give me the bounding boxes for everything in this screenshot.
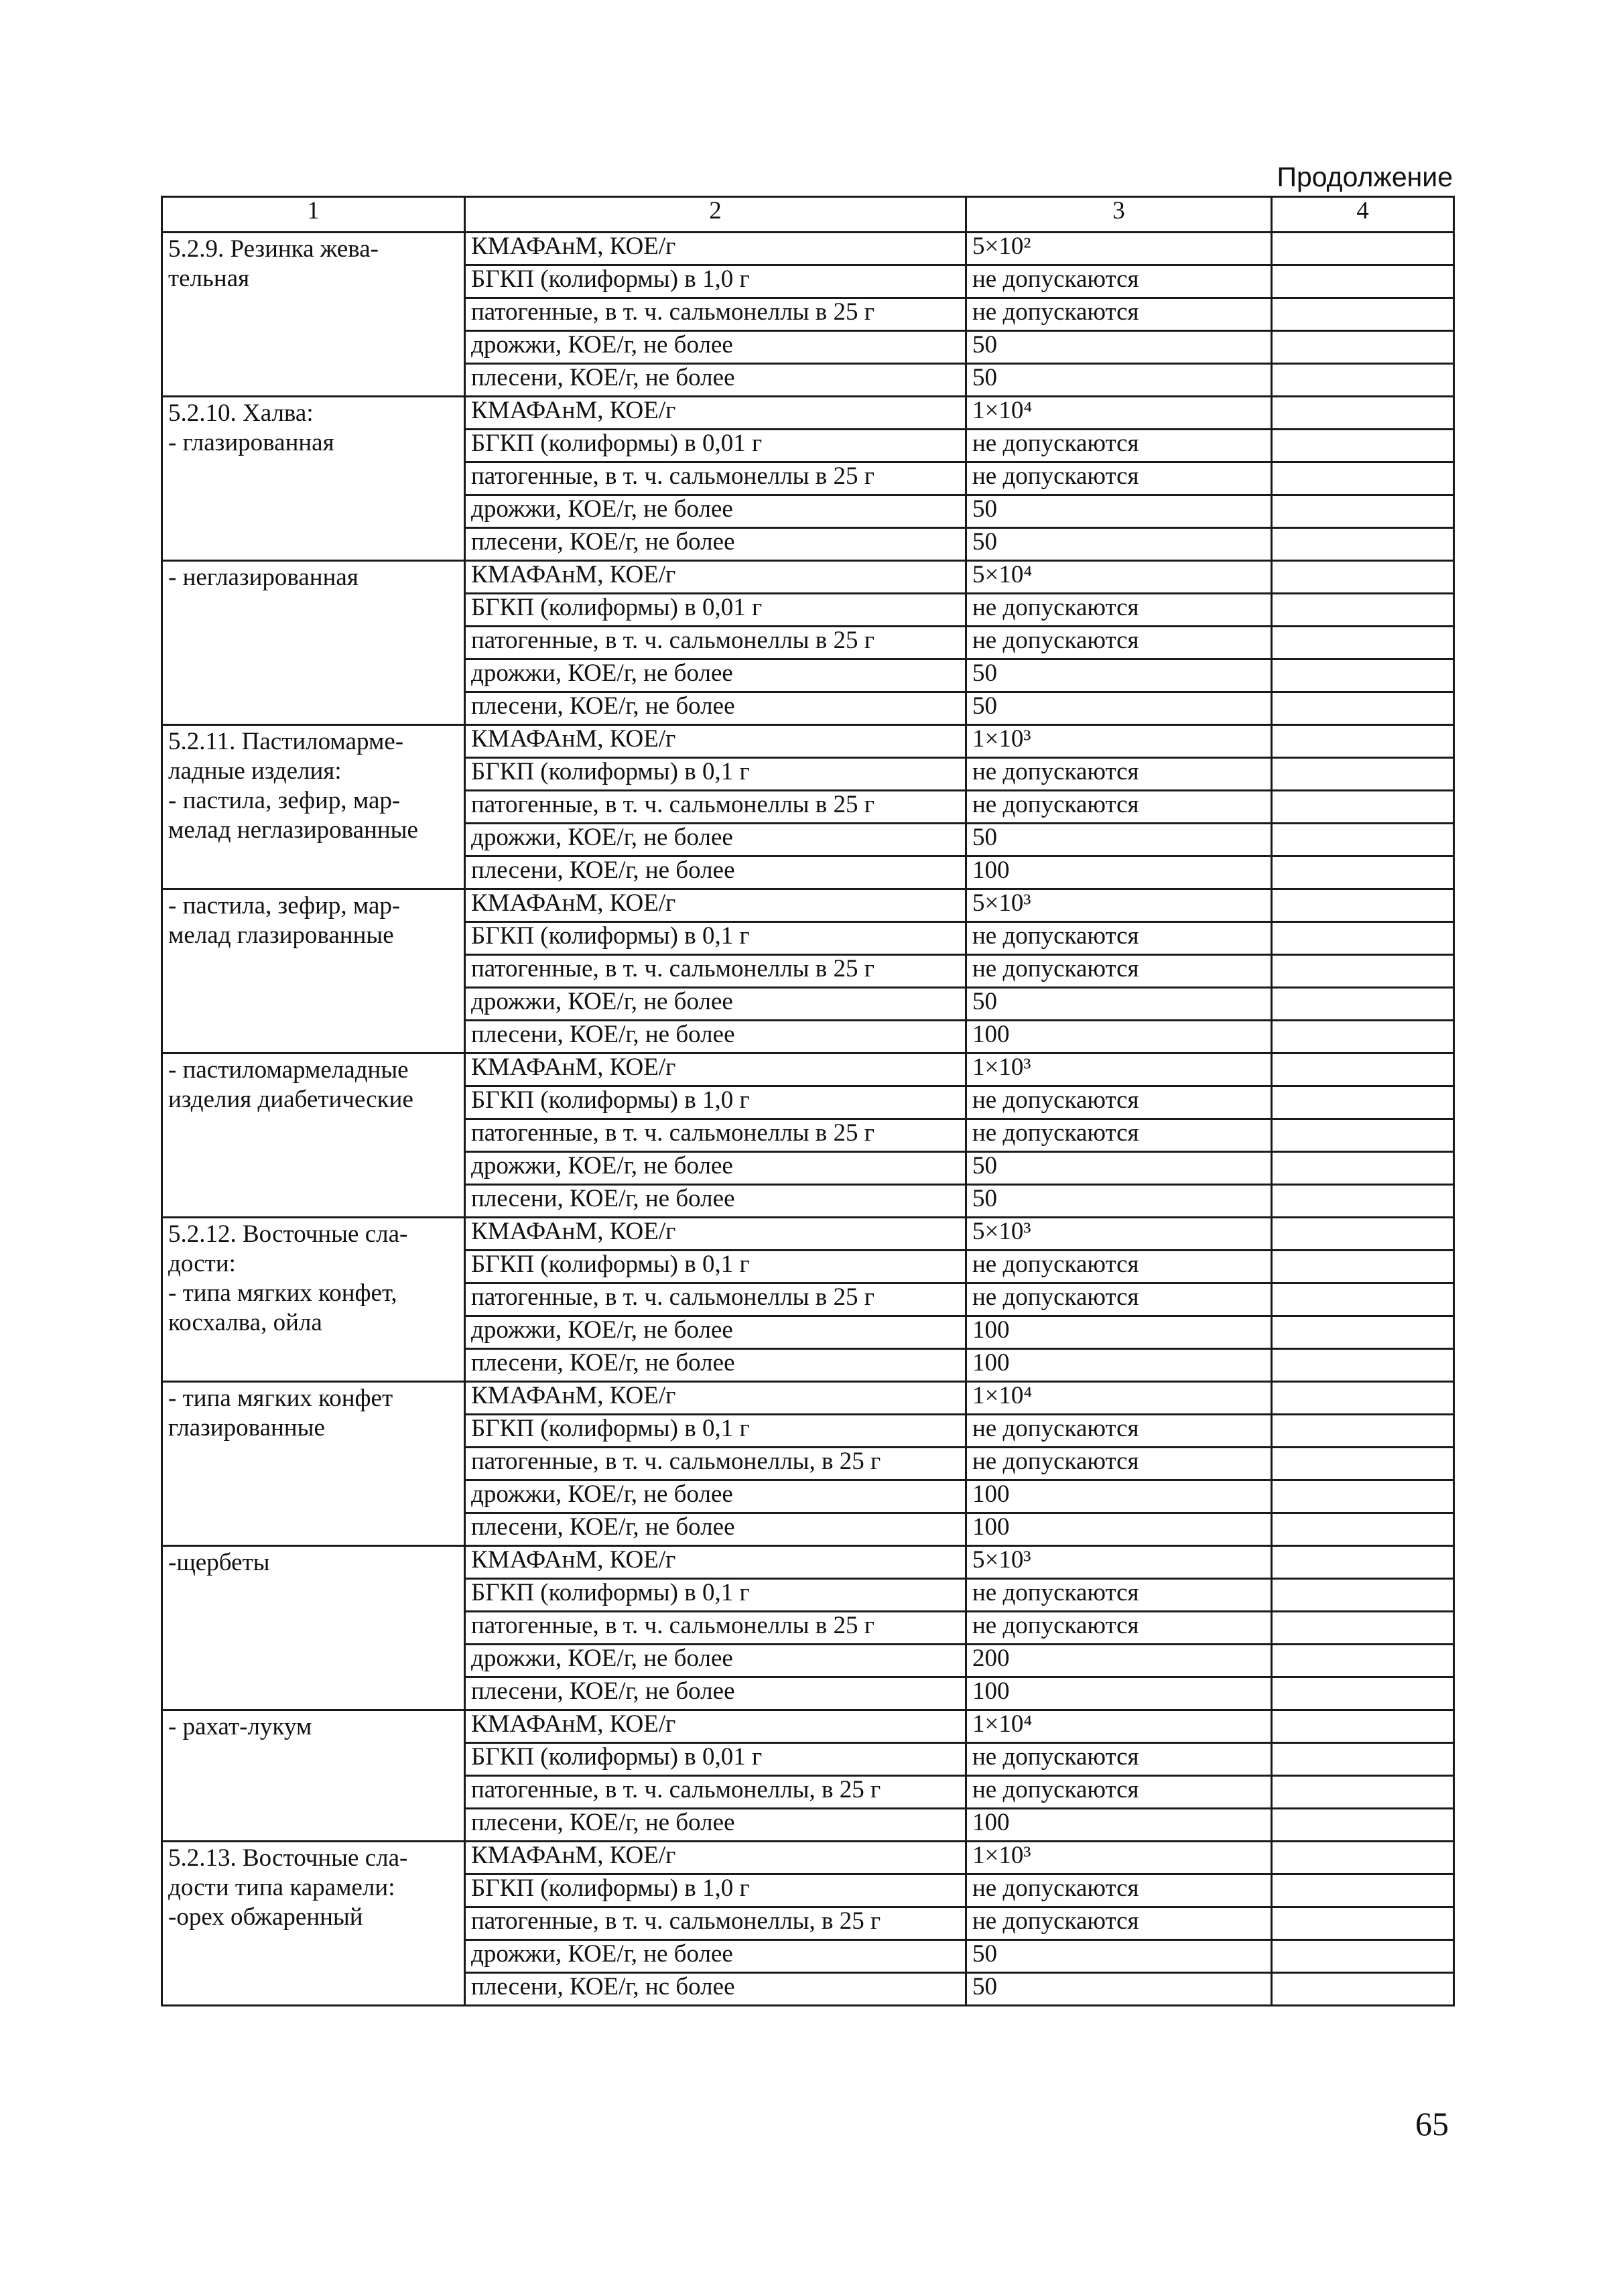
indicator-cell: плесени, КОЕ/г, не более (465, 1185, 966, 1218)
norm-value-cell: 50 (966, 1973, 1272, 2006)
note-cell (1272, 856, 1454, 889)
note-cell (1272, 1546, 1454, 1579)
table-row (162, 1546, 1454, 1579)
norm-value-cell: 50 (966, 1940, 1272, 1973)
indicator-cell: КМАФАнМ, КОЕ/г (465, 561, 966, 594)
indicator-cell: КМАФАнМ, КОЕ/г (465, 725, 966, 758)
indicator-cell: дрожжи, КОЕ/г, не более (465, 1645, 966, 1677)
note-cell (1272, 1251, 1454, 1283)
note-cell (1272, 265, 1454, 298)
column-number-1: 1 (162, 197, 465, 233)
norm-value-cell: 50 (966, 1185, 1272, 1218)
note-cell (1272, 1710, 1454, 1743)
norm-value-cell: 5×10³ (966, 1218, 1272, 1251)
indicator-cell: патогенные, в т. ч. сальмонеллы в 25 г (465, 791, 966, 824)
indicator-cell: патогенные, в т. ч. сальмонеллы в 25 г (465, 1283, 966, 1316)
norm-value-cell: не допускаются (966, 1448, 1272, 1480)
note-cell (1272, 922, 1454, 955)
norm-value-cell: 200 (966, 1645, 1272, 1677)
norm-value-cell: не допускаются (966, 462, 1272, 495)
norm-value-cell: не допускаются (966, 1907, 1272, 1940)
indicator-cell: БГКП (колиформы) в 0,1 г (465, 922, 966, 955)
indicator-cell: дрожжи, КОЕ/г, не более (465, 659, 966, 692)
norm-value-cell: не допускаются (966, 758, 1272, 791)
indicator-cell: плесени, КОЕ/г, не более (465, 1677, 966, 1710)
note-cell (1272, 725, 1454, 758)
note-cell (1272, 1809, 1454, 1842)
indicator-cell: патогенные, в т. ч. сальмонеллы в 25 г (465, 955, 966, 988)
table-row (162, 1218, 1454, 1251)
table-row (162, 1842, 1454, 1874)
note-cell (1272, 824, 1454, 856)
note-cell (1272, 1382, 1454, 1415)
norm-value-cell: 50 (966, 331, 1272, 364)
note-cell (1272, 1480, 1454, 1513)
note-cell (1272, 1579, 1454, 1612)
indicator-cell: дрожжи, КОЕ/г, не более (465, 1940, 966, 1973)
note-cell (1272, 1415, 1454, 1448)
norm-value-cell: 5×10⁴ (966, 561, 1272, 594)
norm-value-cell: 100 (966, 1513, 1272, 1546)
norm-value-cell: 1×10³ (966, 725, 1272, 758)
table-row (162, 397, 1454, 430)
note-cell (1272, 1645, 1454, 1677)
indicator-cell: патогенные, в т. ч. сальмонеллы в 25 г (465, 627, 966, 659)
note-cell (1272, 397, 1454, 430)
indicator-cell: патогенные, в т. ч. сальмонеллы в 25 г (465, 1612, 966, 1645)
norm-value-cell: не допускаются (966, 1612, 1272, 1645)
note-cell (1272, 495, 1454, 528)
indicator-cell: дрожжи, КОЕ/г, не более (465, 1316, 966, 1349)
indicator-cell: дрожжи, КОЕ/г, не более (465, 1480, 966, 1513)
table-row (162, 1382, 1454, 1415)
norm-value-cell: 5×10³ (966, 889, 1272, 922)
page-number: 65 (1415, 2105, 1449, 2143)
indicator-cell: плесени, КОЕ/г, не более (465, 528, 966, 561)
norms-table-body (162, 197, 1454, 2006)
indicator-cell: дрожжи, КОЕ/г, не более (465, 824, 966, 856)
product-cell: - пастиломармеладные изделия диабетические (162, 1054, 465, 1218)
note-cell (1272, 1448, 1454, 1480)
norm-value-cell: не допускаются (966, 1251, 1272, 1283)
note-cell (1272, 1677, 1454, 1710)
norm-value-cell: не допускаются (966, 298, 1272, 331)
norm-value-cell: 1×10⁴ (966, 397, 1272, 430)
indicator-cell: КМАФАнМ, КОЕ/г (465, 1842, 966, 1874)
norm-value-cell: не допускаются (966, 1743, 1272, 1776)
norm-value-cell: не допускаются (966, 1086, 1272, 1119)
norm-value-cell: 5×10² (966, 233, 1272, 265)
note-cell (1272, 791, 1454, 824)
table-row (162, 1054, 1454, 1086)
norm-value-cell: не допускаются (966, 594, 1272, 627)
norm-value-cell: 50 (966, 824, 1272, 856)
norm-value-cell: не допускаются (966, 1776, 1272, 1809)
indicator-cell: плесени, КОЕ/г, не более (465, 692, 966, 725)
note-cell (1272, 988, 1454, 1021)
indicator-cell: патогенные, в т. ч. сальмонеллы в 25 г (465, 298, 966, 331)
norm-value-cell: 100 (966, 1809, 1272, 1842)
indicator-cell: дрожжи, КОЕ/г, не более (465, 495, 966, 528)
indicator-cell: плесени, КОЕ/г, не более (465, 1513, 966, 1546)
indicator-cell: БГКП (колиформы) в 0,1 г (465, 758, 966, 791)
product-cell: -щербеты (162, 1546, 465, 1710)
indicator-cell: КМАФАнМ, КОЕ/г (465, 1382, 966, 1415)
product-cell: - типа мягких конфет глазированные (162, 1382, 465, 1546)
indicator-cell: БГКП (колиформы) в 1,0 г (465, 1086, 966, 1119)
indicator-cell: патогенные, в т. ч. сальмонеллы, в 25 г (465, 1448, 966, 1480)
norm-value-cell: 50 (966, 1152, 1272, 1185)
note-cell (1272, 1513, 1454, 1546)
note-cell (1272, 1152, 1454, 1185)
norm-value-cell: не допускаются (966, 627, 1272, 659)
norm-value-cell: 50 (966, 364, 1272, 397)
norm-value-cell: 100 (966, 856, 1272, 889)
note-cell (1272, 430, 1454, 462)
indicator-cell: КМАФАнМ, КОЕ/г (465, 397, 966, 430)
indicator-cell: БГКП (колиформы) в 0,01 г (465, 1743, 966, 1776)
note-cell (1272, 1907, 1454, 1940)
indicator-cell: плесени, КОЕ/г, не более (465, 364, 966, 397)
note-cell (1272, 462, 1454, 495)
product-cell: - пастила, зефир, мар- мелад глазированные (162, 889, 465, 1054)
norm-value-cell: не допускаются (966, 791, 1272, 824)
note-cell (1272, 1973, 1454, 2006)
note-cell (1272, 1218, 1454, 1251)
norm-value-cell: 50 (966, 692, 1272, 725)
note-cell (1272, 594, 1454, 627)
product-cell: 5.2.13. Восточные сла- дости типа карамели: -орех обжаренный (162, 1842, 465, 2006)
note-cell (1272, 1349, 1454, 1382)
note-cell (1272, 331, 1454, 364)
note-cell (1272, 364, 1454, 397)
table-row (162, 889, 1454, 922)
product-cell: - рахат-лукум (162, 1710, 465, 1842)
indicator-cell: КМАФАнМ, КОЕ/г (465, 233, 966, 265)
indicator-cell: КМАФАнМ, КОЕ/г (465, 889, 966, 922)
product-cell: 5.2.11. Пастиломарме- ладные изделия: - пастила, зефир, мар- мелад неглазированные (162, 725, 465, 889)
norm-value-cell: не допускаются (966, 955, 1272, 988)
indicator-cell: плесени, КОЕ/г, не более (465, 1809, 966, 1842)
indicator-cell: БГКП (колиформы) в 0,1 г (465, 1415, 966, 1448)
norm-value-cell: 50 (966, 495, 1272, 528)
note-cell (1272, 1086, 1454, 1119)
indicator-cell: плесени, КОЕ/г, не более (465, 1349, 966, 1382)
indicator-cell: КМАФАнМ, КОЕ/г (465, 1054, 966, 1086)
table-row (162, 561, 1454, 594)
norm-value-cell: 1×10³ (966, 1054, 1272, 1086)
norm-value-cell: 100 (966, 1480, 1272, 1513)
norm-value-cell: 1×10⁴ (966, 1382, 1272, 1415)
note-cell (1272, 758, 1454, 791)
note-cell (1272, 528, 1454, 561)
column-number-3: 3 (966, 197, 1272, 233)
norms-table (161, 196, 1455, 2006)
product-cell: - неглазированная (162, 561, 465, 725)
note-cell (1272, 1842, 1454, 1874)
norm-value-cell: 50 (966, 988, 1272, 1021)
note-cell (1272, 889, 1454, 922)
note-cell (1272, 233, 1454, 265)
note-cell (1272, 1940, 1454, 1973)
note-cell (1272, 1743, 1454, 1776)
indicator-cell: БГКП (колиформы) в 0,01 г (465, 430, 966, 462)
product-cell: 5.2.10. Халва: - глазированная (162, 397, 465, 561)
indicator-cell: БГКП (колиформы) в 0,01 г (465, 594, 966, 627)
norm-value-cell: 100 (966, 1316, 1272, 1349)
norm-value-cell: 100 (966, 1021, 1272, 1054)
continuation-caption: Продолжение (1277, 162, 1453, 192)
norm-value-cell: не допускаются (966, 922, 1272, 955)
note-cell (1272, 1316, 1454, 1349)
norm-value-cell: не допускаются (966, 265, 1272, 298)
note-cell (1272, 692, 1454, 725)
note-cell (1272, 659, 1454, 692)
note-cell (1272, 561, 1454, 594)
note-cell (1272, 298, 1454, 331)
indicator-cell: БГКП (колиформы) в 0,1 г (465, 1579, 966, 1612)
norm-value-cell: 50 (966, 659, 1272, 692)
note-cell (1272, 1054, 1454, 1086)
table-header-row (162, 197, 1454, 233)
norm-value-cell: не допускаются (966, 1415, 1272, 1448)
note-cell (1272, 627, 1454, 659)
norm-value-cell: не допускаются (966, 1283, 1272, 1316)
indicator-cell: КМАФАнМ, КОЕ/г (465, 1710, 966, 1743)
indicator-cell: дрожжи, КОЕ/г, не более (465, 988, 966, 1021)
product-cell: 5.2.9. Резинка жева- тельная (162, 233, 465, 397)
norm-value-cell: не допускаются (966, 430, 1272, 462)
note-cell (1272, 1185, 1454, 1218)
note-cell (1272, 1776, 1454, 1809)
column-number-4: 4 (1272, 197, 1454, 233)
indicator-cell: плесени, КОЕ/г, нс более (465, 1973, 966, 2006)
indicator-cell: плесени, КОЕ/г, не более (465, 1021, 966, 1054)
norm-value-cell: 1×10³ (966, 1842, 1272, 1874)
indicator-cell: БГКП (колиформы) в 1,0 г (465, 265, 966, 298)
indicator-cell: патогенные, в т. ч. сальмонеллы в 25 г (465, 462, 966, 495)
column-number-2: 2 (465, 197, 966, 233)
table-row (162, 1710, 1454, 1743)
norm-value-cell: не допускаются (966, 1579, 1272, 1612)
norm-value-cell: 50 (966, 528, 1272, 561)
table-row (162, 725, 1454, 758)
norm-value-cell: не допускаются (966, 1119, 1272, 1152)
note-cell (1272, 1612, 1454, 1645)
indicator-cell: дрожжи, КОЕ/г, не более (465, 1152, 966, 1185)
norm-value-cell: 100 (966, 1677, 1272, 1710)
note-cell (1272, 1874, 1454, 1907)
norm-value-cell: не допускаются (966, 1874, 1272, 1907)
note-cell (1272, 1021, 1454, 1054)
note-cell (1272, 1119, 1454, 1152)
indicator-cell: БГКП (колиформы) в 0,1 г (465, 1251, 966, 1283)
indicator-cell: плесени, КОЕ/г, не более (465, 856, 966, 889)
indicator-cell: патогенные, в т. ч. сальмонеллы, в 25 г (465, 1907, 966, 1940)
indicator-cell: дрожжи, КОЕ/г, не более (465, 331, 966, 364)
product-cell: 5.2.12. Восточные сла- дости: - типа мягких конфет, косхалва, ойла (162, 1218, 465, 1382)
norm-value-cell: 100 (966, 1349, 1272, 1382)
table-row (162, 233, 1454, 265)
indicator-cell: КМАФАнМ, КОЕ/г (465, 1546, 966, 1579)
indicator-cell: патогенные, в т. ч. сальмонеллы в 25 г (465, 1119, 966, 1152)
note-cell (1272, 1283, 1454, 1316)
note-cell (1272, 955, 1454, 988)
norm-value-cell: 5×10³ (966, 1546, 1272, 1579)
indicator-cell: КМАФАнМ, КОЕ/г (465, 1218, 966, 1251)
indicator-cell: патогенные, в т. ч. сальмонеллы, в 25 г (465, 1776, 966, 1809)
norm-value-cell: 1×10⁴ (966, 1710, 1272, 1743)
indicator-cell: БГКП (колиформы) в 1,0 г (465, 1874, 966, 1907)
